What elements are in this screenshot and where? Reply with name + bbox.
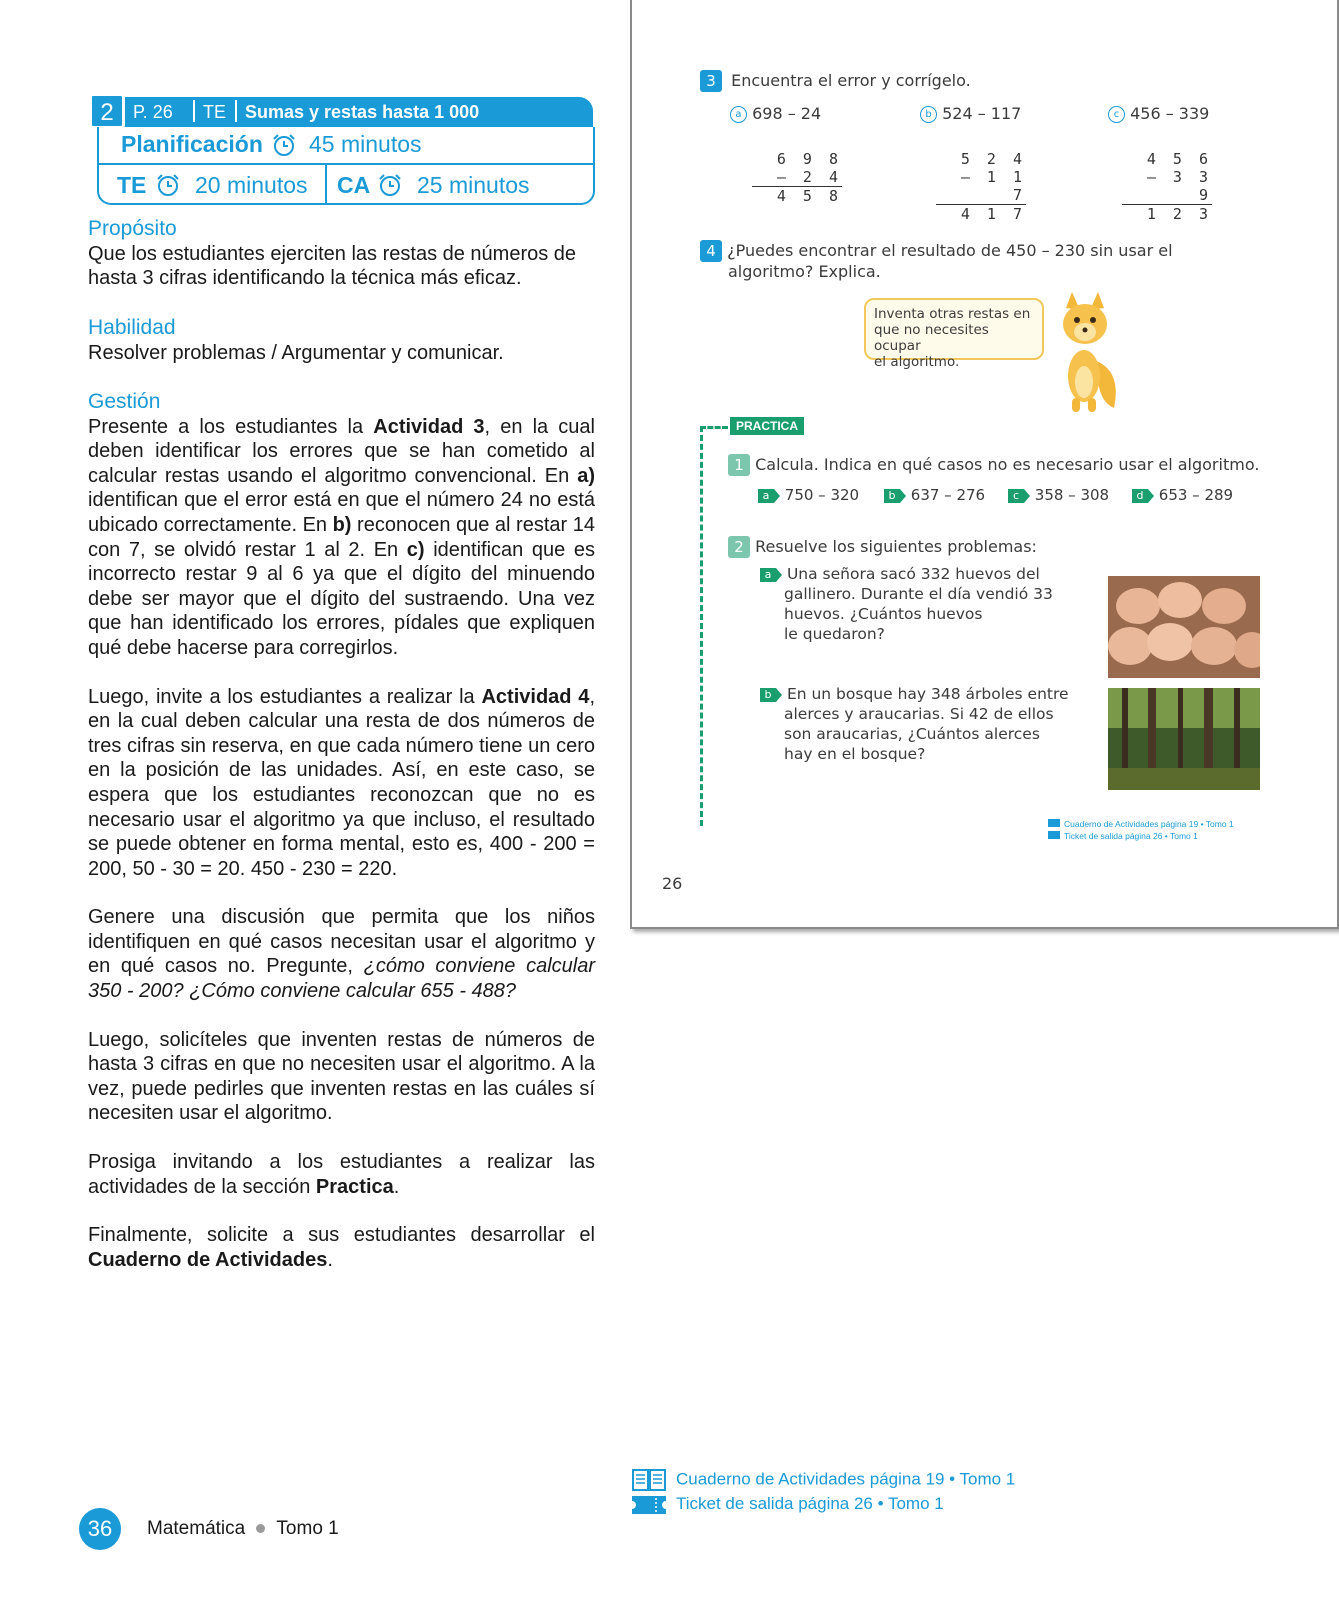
te-label: TE <box>117 172 147 198</box>
practica-dashed-line <box>700 426 728 429</box>
forest-photo <box>1108 688 1260 790</box>
te-time: 20 minutos <box>195 172 308 198</box>
ca-time: 25 minutos <box>417 172 530 198</box>
activity-4: 4 ¿Puedes encontrar el resultado de 450 – 230 sin usar el algoritmo? Explica. <box>700 240 1173 282</box>
practica-1-item-d: d 653 – 289 <box>1132 486 1233 504</box>
proposito-text: Que los estudiantes ejerciten las restas de números de hasta 3 cifras identificando la técnica más eficaz. <box>88 242 577 290</box>
practica-label: PRACTICA <box>730 417 804 435</box>
practica-1-item-b: b 637 – 276 <box>884 486 985 504</box>
planificacion-row <box>97 127 595 165</box>
proposito-title: Propósito <box>88 217 177 240</box>
ca-label: CA <box>337 172 371 198</box>
lesson-header-bar <box>97 97 593 127</box>
ticket-icon <box>632 1496 666 1514</box>
gestion-paragraph-1: Presente a los estudiantes la Actividad 3, en la cual deben identificar los errores que se han cometido al calcular restas usando el algoritmo convencional. En a) identifican que el error está en que el número 24 no está ubicado correctamente. En b) reconocen que al restar 14 con 7, se olvidó restar 1 al 2. En c) identifican que es incorrecto restar 9 al 6 ya que el dígito del minuendo debe ser mayor que el dígito del sustraendo. Una vez que han identificado los errores, pídales que expliquen qué debe hacerse para corregirlos. <box>88 415 595 659</box>
gestion-section <box>88 390 595 1272</box>
item-a-expr: a 698 – 24 <box>730 104 821 123</box>
gestion-paragraph-5: Prosiga invitando a los estudiantes a realizar las actividades de la sección Practica. <box>88 1151 595 1198</box>
practica-1-item-a: a 750 – 320 <box>758 486 859 504</box>
student-page-thumbnail <box>630 0 1339 929</box>
speech-bubble: Inventa otras restas en que no necesites ocupar el algoritmo. <box>864 298 1044 360</box>
alarm-clock-icon <box>155 172 181 198</box>
gestion-paragraph-4: Luego, solicíteles que inventen restas de números de hasta 3 cifras en que no necesiten usar el algoritmo. A la vez, puede pedirles que inventen restas en las cuáles sí necesiten usar el algoritmo. <box>88 1028 595 1125</box>
alarm-clock-icon <box>377 172 403 198</box>
item-b-expr: b 524 – 117 <box>920 104 1021 123</box>
time-split-row <box>97 165 595 205</box>
divider <box>193 100 195 122</box>
lesson-number: 2 <box>89 93 125 129</box>
planificacion-label: Planificación <box>121 131 263 157</box>
gestion-paragraph-6: Finalmente, solicite a sus estudiantes desarrollar el Cuaderno de Actividades. <box>88 1224 595 1271</box>
practica-2: 2 Resuelve los siguientes problemas: <box>728 536 1037 558</box>
calc-b: 5 2 4 – 1 1 7 4 1 7 <box>936 150 1026 223</box>
practica-1-item-c: c 358 – 308 <box>1008 486 1109 504</box>
gestion-title: Gestión <box>88 390 161 413</box>
lesson-title: Sumas y restas hasta 1 000 <box>245 102 480 122</box>
problem-b: b En un bosque hay 348 árboles entre alerces y araucarias. Si 42 de ellos son araucarias, ¿Cuántos alerces hay en el bosque? <box>760 684 1069 764</box>
open-book-icon <box>632 1468 666 1492</box>
small-refs: Cuaderno de Actividades página 19 • Tomo 1 Ticket de salida página 26 • Tomo 1 <box>1048 818 1234 842</box>
calc-c: 4 5 6 – 3 3 9 1 2 3 <box>1122 150 1212 223</box>
page-ref: P. 26 <box>133 102 173 122</box>
fox-mascot-illustration <box>1052 290 1122 416</box>
student-page-number: 26 <box>662 874 683 893</box>
divider <box>325 165 327 203</box>
practica-1: 1 Calcula. Indica en qué casos no es necesario usar el algoritmo. <box>728 454 1259 476</box>
cuaderno-ref: Cuaderno de Actividades página 19 • Tomo 1 <box>632 1468 1015 1492</box>
page-number: 36 <box>79 1508 121 1550</box>
activity-3-number: 3 <box>700 70 722 92</box>
bullet-dot <box>256 1524 265 1533</box>
activity-3-title: 3 Encuentra el error y corrígelo. <box>700 70 971 92</box>
problem-a: a Una señora sacó 332 huevos del gallinero. Durante el día vendió 33 huevos. ¿Cuántos huevos le quedaron? <box>760 564 1053 644</box>
footer-subject: Matemática Tomo 1 <box>147 1518 339 1539</box>
proposito-section <box>88 217 595 291</box>
planificacion-time: 45 minutos <box>309 131 422 157</box>
habilidad-text: Resolver problemas / Argumentar y comunicar. <box>88 341 504 364</box>
divider <box>235 100 237 122</box>
habilidad-title: Habilidad <box>88 316 176 339</box>
gestion-paragraph-3: Genere una discusión que permita que los niños identifiquen en qué casos necesitan usar el algoritmo y en qué casos no. Pregunte, ¿cómo conviene calcular 350 - 200? ¿Cómo conviene calcular 655 - 488? <box>88 906 595 1003</box>
practica-dashed-line <box>700 426 705 826</box>
lesson-header <box>97 97 593 207</box>
ticket-ref: Ticket de salida página 26 • Tomo 1 <box>632 1494 944 1514</box>
gestion-paragraph-2: Luego, invite a los estudiantes a realizar la Actividad 4, en la cual deben calcular una resta de dos números de tres cifras sin reserva, en que cada número tiene un cero en la posición de las unidades. Así, en este caso, se espera que los estudiantes reconozcan que no es necesario usar el algoritmo ya que incluso, el resultado se puede obtener en forma mental, esto es, 400 - 200 = 200, 50 - 30 = 20. 450 - 230 = 220. <box>88 685 595 880</box>
practica-1-number: 1 <box>728 454 750 476</box>
te-tag: TE <box>203 102 227 122</box>
activity-4-number: 4 <box>700 240 722 262</box>
practica-2-number: 2 <box>728 536 750 558</box>
eggs-photo <box>1108 576 1260 678</box>
alarm-clock-icon <box>271 132 297 158</box>
habilidad-section <box>88 316 595 365</box>
item-c-expr: c 456 – 339 <box>1108 104 1209 123</box>
calc-a: 6 9 8 – 2 4 4 5 8 <box>752 150 842 205</box>
